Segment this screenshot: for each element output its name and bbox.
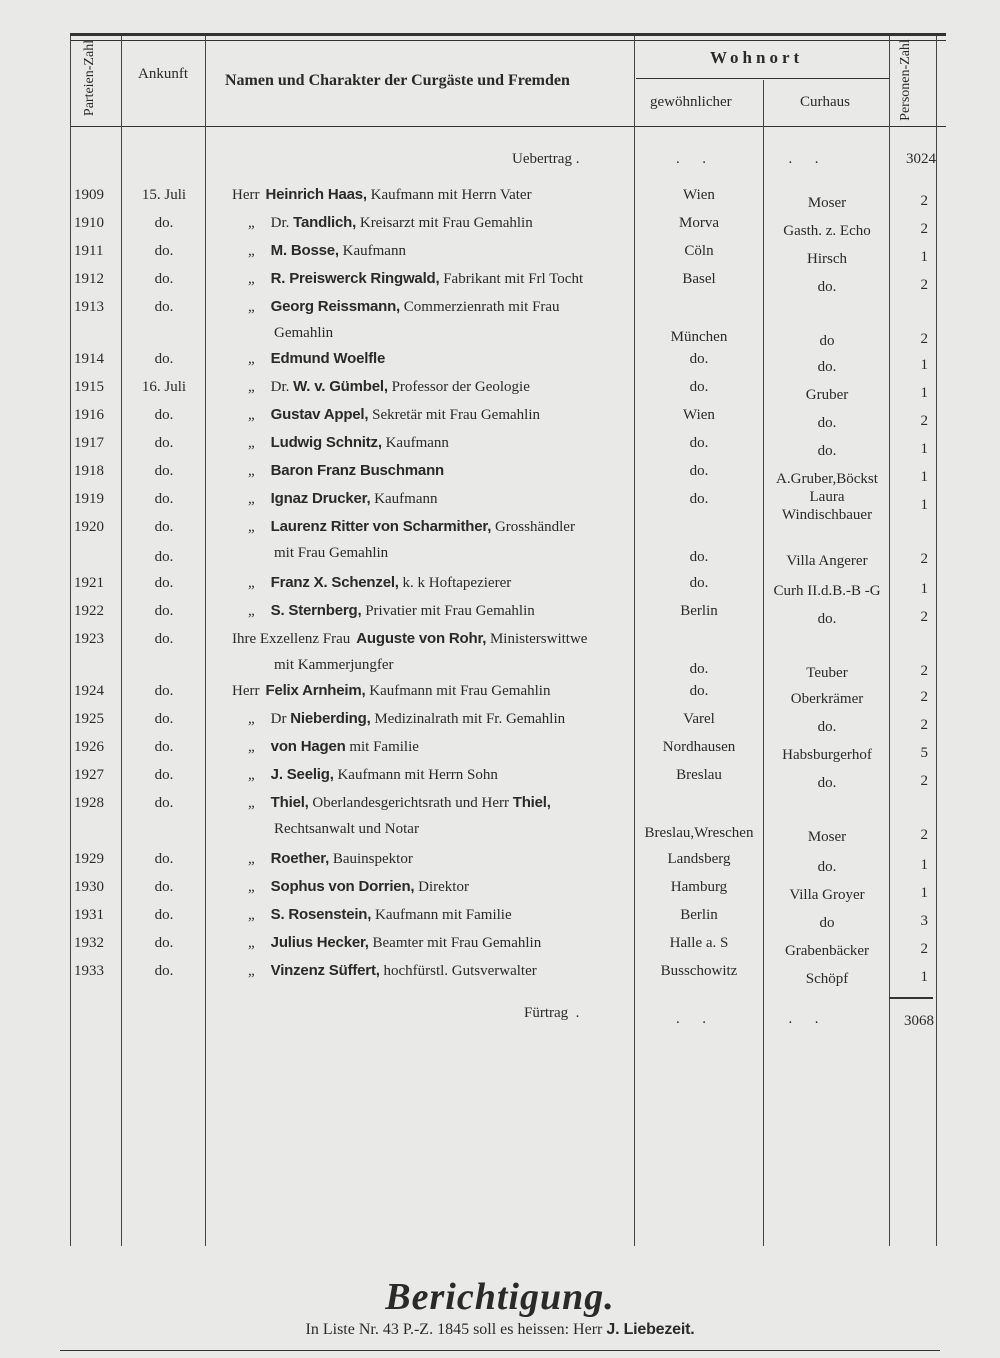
- guest-name-cell: [232, 630, 587, 648]
- home-town: Busschowitz: [660, 963, 738, 979]
- persons-count: 5: [920, 745, 928, 761]
- guest-name: S. Sternberg,: [270, 602, 362, 619]
- persons-count: 2: [920, 827, 928, 843]
- arrival-date: do.: [154, 879, 174, 895]
- header-curhaus: Curhaus: [800, 94, 850, 110]
- guest-name: R. Preiswerck Ringwald,: [270, 270, 440, 287]
- guest-description: Ministerswittwe: [486, 631, 588, 647]
- title-prefix: Dr.: [270, 379, 294, 395]
- curhaus: do.: [817, 859, 837, 875]
- col-line-6: [889, 36, 890, 1246]
- guest-name-cell: [248, 574, 511, 592]
- guest-name-cell: [248, 710, 565, 728]
- party-number: 1918: [74, 463, 104, 479]
- arrival-date: do.: [154, 851, 174, 867]
- arrival-date: do.: [154, 767, 174, 783]
- guest-description: Oberlandesgerichtsrath und Herr: [308, 795, 513, 811]
- curhaus: Schöpf: [805, 971, 849, 987]
- persons-count: 1: [920, 969, 928, 985]
- guest-name-cell: [248, 962, 537, 980]
- arrival-date: 15. Juli: [141, 187, 187, 203]
- guest-line-2: Rechtsanwalt und Notar: [274, 821, 419, 837]
- fuertrag-label: Fürtrag .: [524, 1005, 580, 1021]
- fuertrag-value: 3068: [904, 1013, 934, 1029]
- guest-line-2: Gemahlin: [274, 325, 334, 341]
- guest-name-cell: [248, 406, 540, 424]
- guest-name: Gustav Appel,: [270, 406, 369, 423]
- home-town: Varel: [683, 711, 715, 727]
- guest-name-cell: [248, 462, 444, 480]
- guest-line-2: mit Frau Gemahlin: [274, 545, 389, 561]
- guest-name-cell: [248, 906, 512, 924]
- curhaus: Oberkrämer: [790, 691, 864, 707]
- curhaus-line-2: Windischbauer: [781, 507, 873, 523]
- salutation: „: [248, 351, 255, 367]
- party-number: 1919: [74, 491, 104, 507]
- arrival-date: do.: [154, 631, 174, 647]
- arrival-date: do.: [154, 935, 174, 951]
- party-number: 1910: [74, 215, 104, 231]
- curhaus: do.: [817, 443, 837, 459]
- guest-description: Kaufmann mit Frau Gemahlin: [365, 683, 551, 699]
- salutation: „: [248, 879, 255, 895]
- guest-name-cell: [248, 602, 535, 620]
- persons-count: 1: [920, 857, 928, 873]
- guest-name-second: Thiel,: [512, 794, 551, 811]
- home-town: Breslau,Wreschen: [644, 825, 754, 841]
- persons-count: 2: [920, 193, 928, 209]
- arrival-date: do.: [154, 963, 174, 979]
- persons-count: 1: [920, 441, 928, 457]
- guest-name: Felix Arnheim,: [265, 682, 366, 699]
- persons-count: 2: [920, 941, 928, 957]
- arrival-date: do.: [154, 739, 174, 755]
- guest-name-cell: [248, 794, 551, 812]
- arrival-date: do.: [154, 683, 174, 699]
- salutation: „: [248, 711, 255, 727]
- salutation: Herr: [232, 187, 260, 203]
- persons-count: 2: [920, 277, 928, 293]
- persons-count: 2: [920, 551, 928, 567]
- guest-description: k. k Hoftapezierer: [398, 575, 512, 591]
- guest-description: Sekretär mit Frau Gemahlin: [368, 407, 540, 423]
- guest-description: Kreisarzt mit Frau Gemahlin: [356, 215, 533, 231]
- guest-name: Ignaz Drucker,: [270, 490, 371, 507]
- arrival-date: 16. Juli: [141, 379, 187, 395]
- party-number: 1928: [74, 795, 104, 811]
- guest-description: Kaufmann: [381, 435, 449, 451]
- home-town: Basel: [682, 271, 716, 287]
- curhaus: do.: [817, 359, 837, 375]
- persons-count: 1: [920, 469, 928, 485]
- curhaus: do: [819, 333, 835, 349]
- persons-count: 2: [920, 331, 928, 347]
- salutation: „: [248, 215, 255, 231]
- arrival-date: do.: [154, 435, 174, 451]
- guest-name: Tandlich,: [293, 214, 357, 231]
- party-number: 1933: [74, 963, 104, 979]
- salutation: „: [248, 435, 255, 451]
- curhaus: Hirsch: [807, 251, 847, 267]
- persons-count: 2: [920, 663, 928, 679]
- guest-name: Sophus von Dorrien,: [270, 878, 415, 895]
- curhaus: do.: [817, 719, 837, 735]
- header-ankunft: Ankunft: [138, 66, 188, 82]
- persons-count: 2: [920, 413, 928, 429]
- persons-count: 1: [920, 357, 928, 373]
- arrival-date: do.: [154, 603, 174, 619]
- salutation: „: [248, 379, 255, 395]
- guest-name: Laurenz Ritter von Scharmither,: [270, 518, 492, 535]
- curhaus: Habsburgerhof: [782, 747, 872, 763]
- arrival-date: do.: [154, 491, 174, 507]
- header-parteien: Parteien-Zahl: [82, 39, 97, 117]
- party-number: 1929: [74, 851, 104, 867]
- party-number: 1921: [74, 575, 104, 591]
- guest-description: Professor der Geologie: [387, 379, 530, 395]
- curhaus: do.: [817, 611, 837, 627]
- arrival-date: do.: [154, 711, 174, 727]
- guest-description: Kaufmann: [370, 491, 438, 507]
- col-line-5: [763, 80, 764, 1246]
- fuertrag-dots: . . . .: [676, 1011, 819, 1027]
- guest-description: Beamter mit Frau Gemahlin: [368, 935, 542, 951]
- party-number: 1914: [74, 351, 104, 367]
- home-town: Morva: [679, 215, 719, 231]
- guest-name: M. Bosse,: [270, 242, 339, 259]
- guest-description: Commerzienrath mit Frau: [400, 299, 560, 315]
- party-number: 1920: [74, 519, 104, 535]
- persons-count: 1: [920, 249, 928, 265]
- persons-count: 2: [920, 221, 928, 237]
- curhaus: Villa Angerer: [786, 553, 868, 569]
- guest-name-cell: [248, 878, 469, 896]
- home-town: Wien: [683, 407, 715, 423]
- col-line-4: [634, 36, 635, 1246]
- uebertrag-label: Uebertrag .: [512, 151, 580, 167]
- guest-name-cell: [248, 518, 575, 536]
- guest-name-cell: [248, 766, 498, 784]
- guest-description: Medizinalrath mit Fr. Gemahlin: [370, 711, 566, 727]
- party-number: 1923: [74, 631, 104, 647]
- salutation: „: [248, 851, 255, 867]
- curhaus: Moser: [807, 195, 847, 211]
- home-town: Landsberg: [667, 851, 731, 867]
- guest-name: Roether,: [270, 850, 330, 867]
- header-gewoehnlicher: gewöhnlicher: [650, 94, 732, 110]
- guest-name-cell: [248, 934, 541, 952]
- home-town: do.: [689, 435, 709, 451]
- guest-name-cell: [248, 350, 385, 368]
- salutation: Herr: [232, 683, 260, 699]
- berichtigung-title: Berichtigung.: [385, 1276, 615, 1318]
- home-town: do.: [689, 491, 709, 507]
- fuertrag-text: Fürtrag: [524, 1005, 569, 1021]
- home-town: München: [670, 329, 728, 345]
- home-town: Nordhausen: [662, 739, 736, 755]
- curhaus: Moser: [807, 829, 847, 845]
- guest-name: Vinzenz Süffert,: [270, 962, 380, 979]
- guest-name: von Hagen: [270, 738, 346, 755]
- curhaus: Curh II.d.B.-B -G: [773, 583, 881, 599]
- arrival-date: do.: [154, 519, 174, 535]
- guest-name-cell: [248, 270, 583, 288]
- uebertrag-value: 3024: [906, 151, 936, 167]
- arrival-date: do.: [154, 907, 174, 923]
- title-prefix: Dr.: [270, 215, 294, 231]
- guest-name: Thiel,: [270, 794, 309, 811]
- guest-name: W. v. Gümbel,: [293, 378, 388, 395]
- guest-name-cell: [248, 242, 406, 260]
- persons-count: 3: [920, 913, 928, 929]
- party-number: 1930: [74, 879, 104, 895]
- guest-name: Franz X. Schenzel,: [270, 574, 399, 591]
- berichtigung-name: J. Liebezeit.: [606, 1321, 695, 1338]
- party-number: 1932: [74, 935, 104, 951]
- home-town: do.: [689, 549, 709, 565]
- col-line-7: [936, 36, 937, 1246]
- salutation: „: [248, 299, 255, 315]
- party-number: 1931: [74, 907, 104, 923]
- guest-description: Fabrikant mit Frl Tocht: [439, 271, 584, 287]
- persons-count: 2: [920, 717, 928, 733]
- uebertrag-text: Uebertrag: [512, 151, 572, 167]
- persons-count: 1: [920, 497, 928, 513]
- party-number: 1909: [74, 187, 104, 203]
- top-double-rule: [70, 33, 946, 36]
- guest-name-cell: [248, 434, 449, 452]
- berichtigung-sentence: In Liste Nr. 43 P.-Z. 1845 soll es heissen: Herr: [305, 1321, 607, 1338]
- guest-name-cell: [232, 186, 532, 204]
- persons-count: 1: [920, 385, 928, 401]
- curhaus: Gruber: [805, 387, 849, 403]
- col-line-1: [70, 36, 71, 1246]
- home-town: do.: [689, 683, 709, 699]
- curhaus: do.: [817, 279, 837, 295]
- guest-description: Kaufmann mit Herrn Sohn: [333, 767, 498, 783]
- salutation: „: [248, 575, 255, 591]
- persons-count: 1: [920, 581, 928, 597]
- guest-name: J. Seelig,: [270, 766, 334, 783]
- home-town: Hamburg: [670, 879, 728, 895]
- col-line-3: [205, 36, 206, 1246]
- home-town: Berlin: [680, 907, 718, 923]
- berichtigung-text: [0, 1321, 1000, 1339]
- arrival-date: do.: [154, 463, 174, 479]
- guest-name: Edmund Woelfle: [270, 350, 386, 367]
- header-personen: Personen-Zahl: [898, 39, 913, 121]
- home-town: Breslau: [676, 767, 722, 783]
- guest-line-2: mit Kammerjungfer: [274, 657, 394, 673]
- guest-description: Kaufmann: [338, 243, 406, 259]
- home-town: Cöln: [684, 243, 714, 259]
- guest-description: Bauinspektor: [329, 851, 413, 867]
- guest-name-cell: [248, 214, 533, 232]
- curhaus: do: [819, 915, 835, 931]
- salutation: „: [248, 935, 255, 951]
- arrival-date: do.: [154, 215, 174, 231]
- guest-description: Kaufmann mit Herrn Vater: [366, 187, 532, 203]
- arrival-date: do.: [154, 575, 174, 591]
- top-rule: [70, 40, 946, 41]
- salutation: „: [248, 407, 255, 423]
- guest-description: Grosshändler: [491, 519, 575, 535]
- salutation: Ihre Exzellenz Frau: [232, 631, 351, 647]
- salutation: „: [248, 767, 255, 783]
- salutation: „: [248, 243, 255, 259]
- curhaus: do.: [817, 775, 837, 791]
- curhaus: Gasth. z. Echo: [783, 223, 871, 239]
- party-number: 1924: [74, 683, 104, 699]
- guest-description: Privatier mit Frau Gemahlin: [361, 603, 535, 619]
- party-number: 1922: [74, 603, 104, 619]
- salutation: „: [248, 463, 255, 479]
- col-line-2: [121, 36, 122, 1246]
- arrival-date: do.: [154, 243, 174, 259]
- salutation: „: [248, 271, 255, 287]
- curhaus: Grabenbäcker: [784, 943, 870, 959]
- salutation: „: [248, 907, 255, 923]
- guest-name: S. Rosenstein,: [270, 906, 372, 923]
- party-number: 1925: [74, 711, 104, 727]
- guest-name-cell: [248, 378, 530, 396]
- curhaus: Laura: [809, 489, 845, 505]
- header-wohnort: Wohnort: [710, 48, 804, 67]
- party-number: 1915: [74, 379, 104, 395]
- home-town: Berlin: [680, 603, 718, 619]
- salutation: „: [248, 963, 255, 979]
- salutation: „: [248, 491, 255, 507]
- arrival-date: do.: [154, 795, 174, 811]
- guest-name: Auguste von Rohr,: [356, 630, 487, 647]
- home-town: do.: [689, 379, 709, 395]
- home-town: Halle a. S: [669, 935, 729, 951]
- curhaus: Teuber: [806, 665, 848, 681]
- arrival-date: do.: [154, 299, 174, 315]
- party-number: 1927: [74, 767, 104, 783]
- salutation: „: [248, 795, 255, 811]
- guest-description: Kaufmann mit Familie: [371, 907, 512, 923]
- guest-name: Nieberding,: [290, 710, 371, 727]
- home-town: do.: [689, 351, 709, 367]
- header-namen: Namen und Charakter der Curgäste und Fremden: [225, 72, 570, 89]
- header-bottom-rule: [70, 126, 946, 127]
- guest-name-cell: [248, 298, 560, 316]
- arrival-date: do.: [154, 351, 174, 367]
- persons-count: 2: [920, 689, 928, 705]
- party-number: 1926: [74, 739, 104, 755]
- home-town: do.: [689, 575, 709, 591]
- bottom-rule: [60, 1350, 940, 1351]
- guest-name-cell: [232, 682, 550, 700]
- guest-name: Georg Reissmann,: [270, 298, 401, 315]
- salutation: „: [248, 739, 255, 755]
- guest-name-cell: [248, 490, 437, 508]
- guest-description: hochfürstl. Gutsverwalter: [379, 963, 537, 979]
- home-town: do.: [689, 463, 709, 479]
- persons-count: 2: [920, 773, 928, 789]
- party-number: 1913: [74, 299, 104, 315]
- guest-name-cell: [248, 850, 413, 868]
- guest-name: Ludwig Schnitz,: [270, 434, 382, 451]
- arrival-date: do.: [154, 407, 174, 423]
- home-town: do.: [689, 661, 709, 677]
- guest-description: mit Familie: [345, 739, 419, 755]
- uebertrag-dots: . . . .: [676, 151, 819, 167]
- wohnort-divider: [636, 78, 890, 79]
- party-number: 1917: [74, 435, 104, 451]
- salutation: „: [248, 519, 255, 535]
- title-prefix: Dr: [270, 711, 291, 727]
- home-town: Wien: [683, 187, 715, 203]
- arrival-date: do.: [154, 271, 174, 287]
- party-number: 1911: [74, 243, 104, 259]
- guest-name-cell: [248, 738, 419, 756]
- party-number: 1916: [74, 407, 104, 423]
- curhaus: do.: [817, 415, 837, 431]
- guest-name: Heinrich Haas,: [265, 186, 367, 203]
- guest-description: Direktor: [414, 879, 469, 895]
- party-number: 1912: [74, 271, 104, 287]
- sum-rule-thick: [889, 997, 933, 999]
- curhaus: Villa Groyer: [789, 887, 865, 903]
- guest-name: Julius Hecker,: [270, 934, 369, 951]
- persons-count: 1: [920, 885, 928, 901]
- persons-count: 2: [920, 609, 928, 625]
- curhaus: A.Gruber,Böckst: [776, 471, 878, 487]
- guest-name: Baron Franz Buschmann: [270, 462, 444, 479]
- arrival-date-2: do.: [154, 549, 174, 565]
- salutation: „: [248, 603, 255, 619]
